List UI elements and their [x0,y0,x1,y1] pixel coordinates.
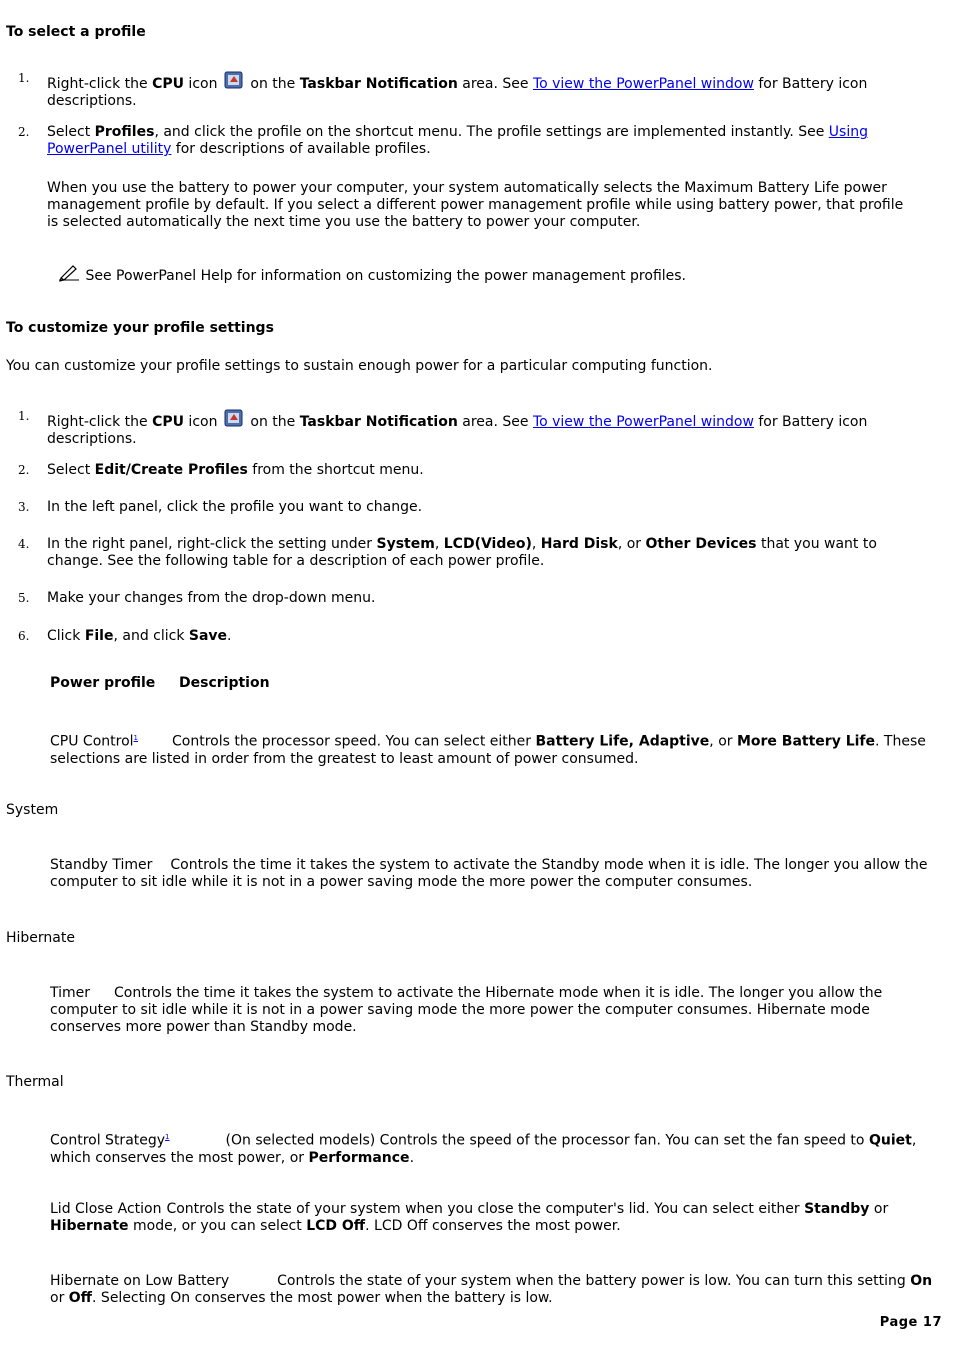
profile-name: Control Strategy [50,1132,166,1149]
cpu-icon [224,70,244,90]
group-system: System [6,802,59,818]
profile-name: Timer [50,985,91,1001]
step-number: 5. [18,591,30,605]
link-view-powerpanel-window-2[interactable]: To view the PowerPanel window [532,414,754,430]
step-number: 1. [18,409,30,423]
step-make-changes: Make your changes from the drop-down menu. [47,590,376,606]
table-row-lid-close-action: Lid Close Action Controls the state of your system when you close the computer's lid. You can select either Standby or Hibernate mode, or you can select LCD Off. LCD Off conserves the most power. [50,1201,889,1234]
step-click-file-save: Click File, and click Save. [47,628,232,644]
table-row-standby-timer: Standby Timer Controls the time it takes the system to activate the Standby mode when it is idle. The longer you allow the computer to sit idle while it is not in a power saving mode the more power the computer consumes. [50,857,928,890]
link-view-powerpanel-window[interactable]: To view the PowerPanel window [532,76,754,92]
step-number: 4. [18,537,30,551]
group-hibernate: Hibernate [6,930,75,946]
note: See PowerPanel Help for information on customizing the power management profiles. [57,264,917,285]
profile-name: Hibernate on Low Battery [50,1273,230,1289]
table-row-timer: Timer Controls the time it takes the system to activate the Hibernate mode when it is idle. The longer you allow the computer to sit idle while it is not in a power saving mode the more power the computer consumes. Hibernate mode conserves more power than Standby mode. [50,985,883,1035]
profile-name: Standby Timer [50,857,153,873]
footnote-link[interactable]: 1 [165,1133,170,1141]
table-header-description: Description [179,675,270,691]
table-row-control-strategy: Control Strategy$^1$ (On selected models) Controls the speed of the processor fan. You can set the fan speed to Quiet, which conserves the most power, or Performance. [50,1132,917,1166]
table-row-cpu-control: CPU Control$^1$ Controls the processor speed. You can select either Battery Life, Adaptive, or More Battery Life. These selections are listed in order from the greatest to least amount of power consumed. [50,733,926,767]
page-number: Page 17 [879,1315,942,1330]
step-number: 2. [18,125,30,139]
step-right-panel: In the right panel, right-click the setting under System, LCD(Video), Hard Disk, or Other Devices that you want to change. See the following table for a description of each power profile. [47,536,877,569]
battery-profile-paragraph: When you use the battery to power your computer, your system automatically selects the Maximum Battery Life power management profile by default. If you select a different power management profile while using battery power, that profile is selected automatically the next time you use the battery to power your computer. [47,180,904,230]
cpu-icon [224,408,244,428]
note-pencil-icon [57,264,81,282]
step-right-click-cpu: Right-click the CPU icon on the Taskbar Notification area. See To view the PowerPanel window for Battery icon descriptions. [47,70,907,110]
step-select-profiles: Select Profiles, and click the profile on the shortcut menu. The profile settings are implemented instantly. See Using PowerPanel utility for descriptions of available profiles. [47,124,868,157]
step-number: 3. [18,500,30,514]
customize-intro: You can customize your profile settings to sustain enough power for a particular computing function. [6,358,713,374]
step-number: 6. [18,629,30,643]
footnote-link[interactable]: 1 [133,734,138,742]
step-number: 1. [18,71,30,85]
step-left-panel: In the left panel, click the profile you want to change. [47,499,423,515]
step-number: 2. [18,463,30,477]
step-edit-create: Select Edit/Create Profiles from the shortcut menu. [47,462,424,478]
step-right-click-cpu-2: Right-click the CPU icon on the Taskbar Notification area. See To view the PowerPanel window for Battery icon descriptions. [47,408,907,448]
link-using-powerpanel-utility[interactable]: Using PowerPanel utility [47,124,868,157]
table-header-power-profile: Power profile [50,675,156,691]
heading-customize-profile: To customize your profile settings [6,320,274,336]
group-thermal: Thermal [6,1074,64,1090]
table-row-hibernate-low-battery: Hibernate on Low Battery Controls the state of your system when the battery power is low. You can turn this setting On or Off. Selecting On conserves the most power when the battery is low. [50,1273,933,1306]
profile-name: Lid Close Action [50,1201,162,1217]
profile-name: CPU Control [50,733,134,750]
heading-select-profile: To select a profile [6,24,146,40]
